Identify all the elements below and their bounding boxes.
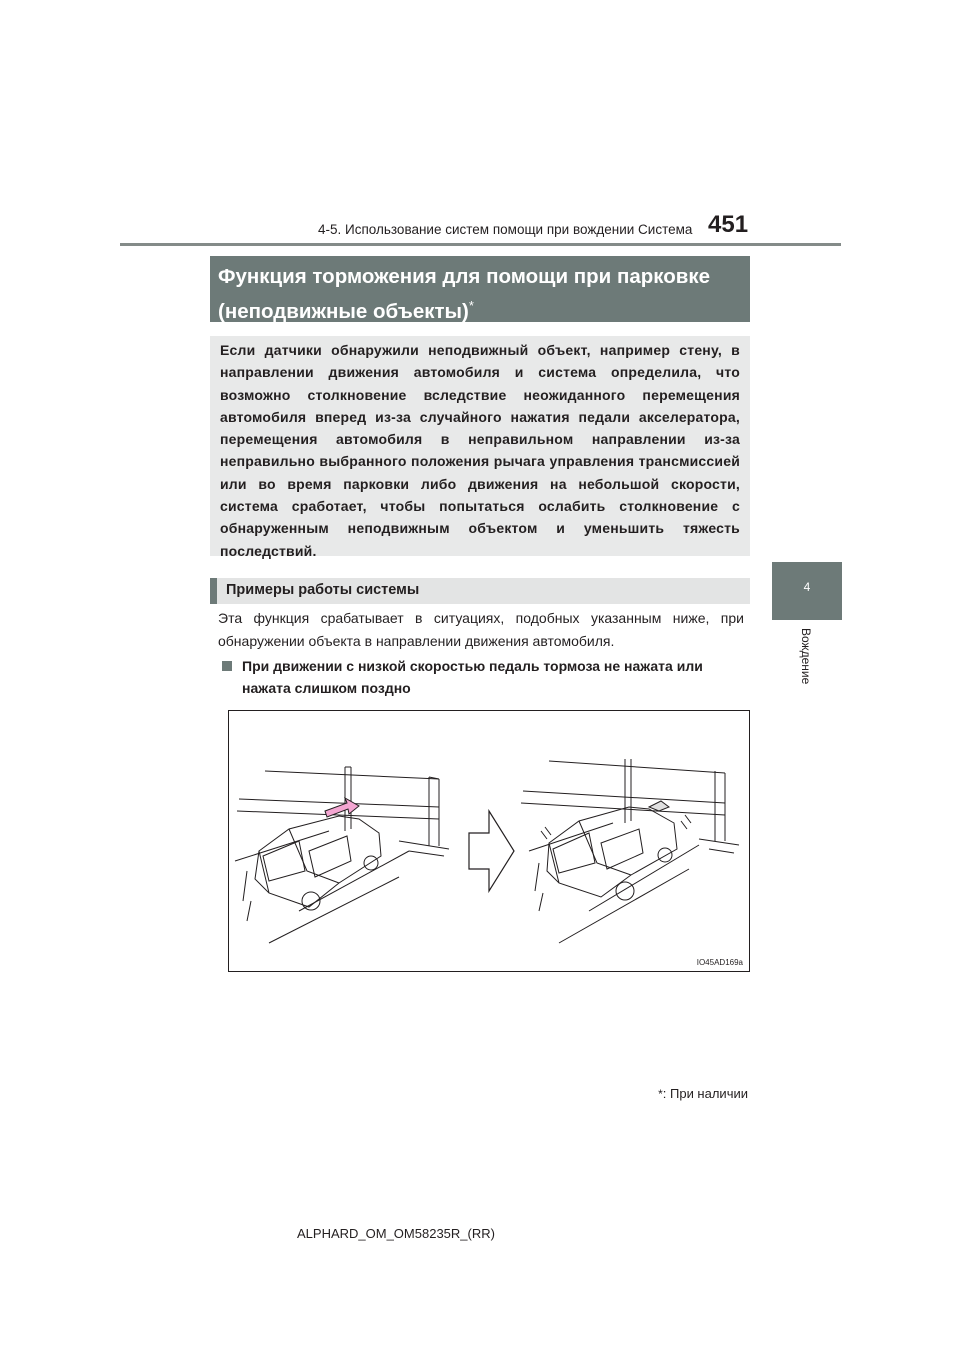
parking-illustration (229, 711, 749, 971)
footnote (598, 1086, 748, 1101)
running-header: 4-5. Использование систем помощи при вождении Система (318, 222, 693, 237)
figure-id: IO45AD169a (696, 958, 743, 967)
chapter-number: 4 (803, 580, 811, 594)
section-title-line1: Функция торможения для помощи при парковке (218, 265, 711, 288)
left-car-body (255, 816, 381, 907)
availability-mark: * (468, 298, 474, 313)
footnote-text: : При наличии (662, 1086, 748, 1101)
chapter-tab (772, 562, 842, 620)
footnote-mark: * (658, 1087, 663, 1101)
page-number: 451 (708, 211, 749, 238)
section-title (210, 256, 750, 322)
transition-arrow-icon (469, 811, 514, 891)
pink-motion-arrow-icon (325, 798, 359, 817)
examples-body: Эта функция срабатывает в ситуациях, подобных указанным ниже, при обнаружении объекта в направлении движения автомобиля. (218, 610, 744, 649)
right-wall-top (549, 761, 725, 773)
illustration-figure (228, 710, 750, 972)
square-bullet-icon (222, 661, 232, 671)
intro-box: Если датчики обнаружили неподвижный объект, например стену, в направлении движения автомобиля и система определила, что возможно столкновение вследствие неожиданного перемещения автомобиля вперед из-за случайного нажатия педали акселератора, перемещения автомобиля в неправильном направлении из-за неправильно выбранного положения рычага управления трансмиссией или во время парковки либо движения на небольшой скорости, система сработает, чтобы попытаться ослабить столкновение с обнаруженным неподвижным объектом и уменьшить тяжесть последствий. (210, 336, 750, 556)
chapter-label: Вождение (799, 628, 813, 685)
section-title-line2 (218, 291, 742, 326)
right-car-body (547, 807, 677, 897)
document-footer: ALPHARD_OM_OM58235R_(RR) (297, 1226, 495, 1241)
brake-effect-icon (541, 815, 691, 839)
left-wall-top (265, 771, 439, 779)
header-rule (120, 243, 841, 246)
section-title-line2-text: (неподвижные объекты) (218, 299, 469, 323)
bullet-text: При движении с низкой скоростью педаль тормоза не нажата или нажата слишком поздно (242, 658, 703, 696)
examples-header: Примеры работы системы (210, 578, 750, 604)
